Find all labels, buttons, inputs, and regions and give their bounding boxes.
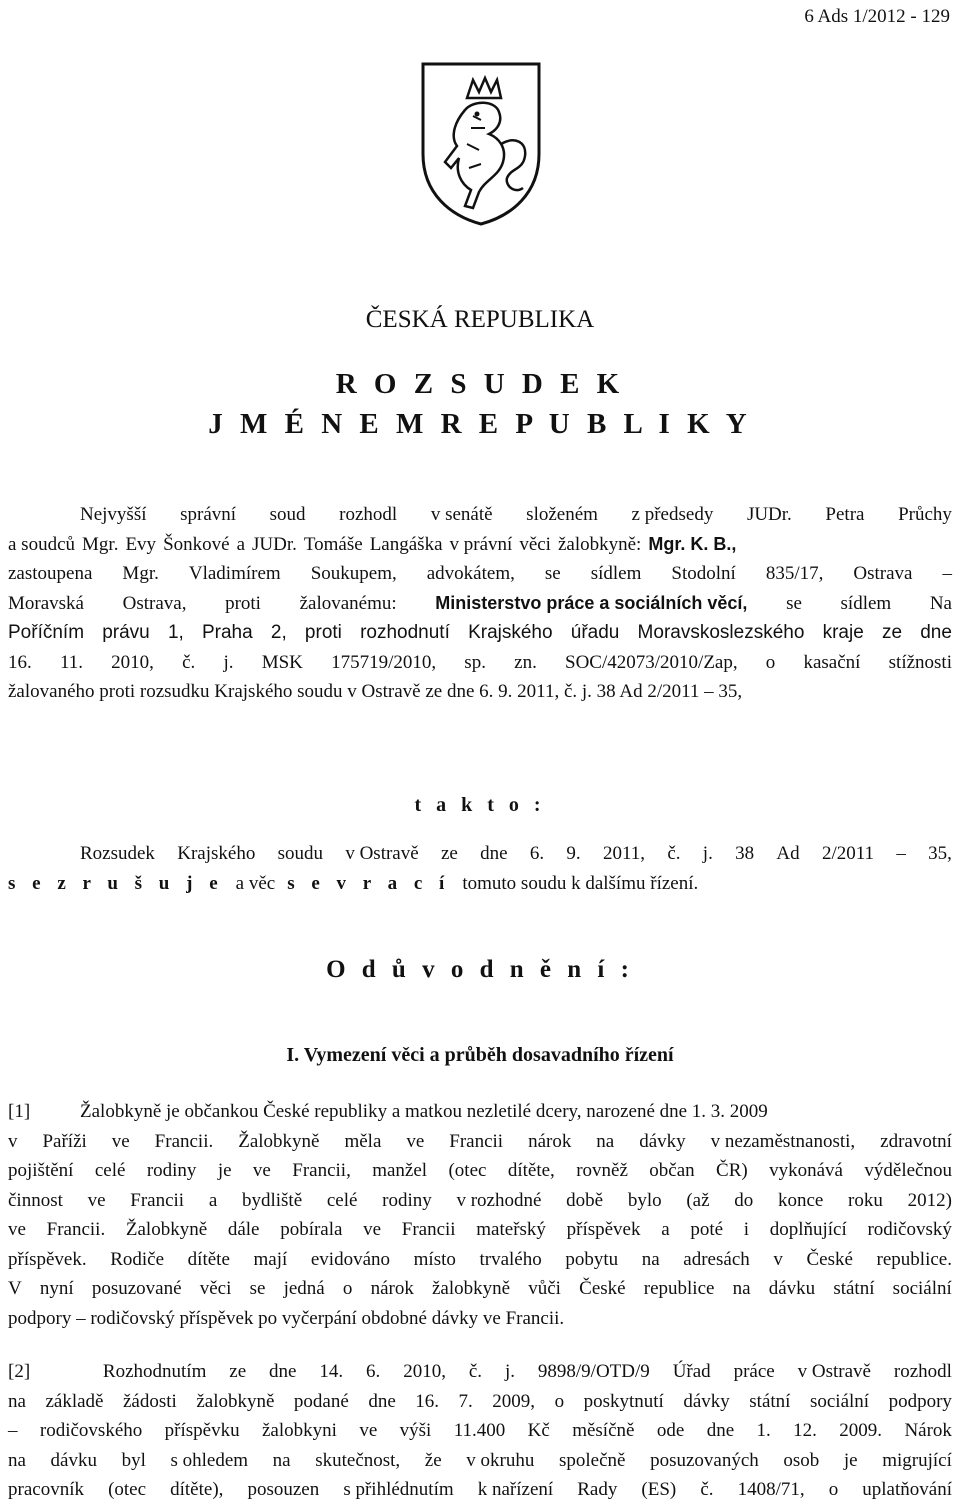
- word: č.: [667, 843, 681, 864]
- word: Úřad: [672, 1361, 711, 1382]
- word: Francii: [130, 1189, 185, 1211]
- word: celé: [326, 1189, 358, 1211]
- word: konce: [777, 1189, 824, 1211]
- word: žalobkyně:: [557, 533, 642, 555]
- word: ve: [359, 1420, 378, 1441]
- word: dávky: [639, 1130, 686, 1152]
- word: do: [734, 1189, 754, 1211]
- word: trvalého: [479, 1248, 542, 1270]
- paragraph-line: [8, 1190, 952, 1220]
- word: Na: [929, 592, 952, 614]
- word: dne: [480, 843, 508, 864]
- word: Soukupem,: [310, 563, 397, 584]
- word: sp.: [464, 651, 486, 673]
- word: 12.: [793, 1420, 817, 1441]
- word: z předsedy: [631, 504, 714, 525]
- word: věci: [199, 1278, 232, 1299]
- word: 6.: [366, 1361, 381, 1382]
- word: ve: [111, 1130, 130, 1152]
- word: k nařízení: [477, 1479, 554, 1500]
- word: rodiny: [382, 1189, 432, 1211]
- word: žalobkyně: [196, 1390, 275, 1412]
- word: –: [896, 843, 906, 864]
- paragraph-number: [1]: [8, 1101, 31, 1122]
- word: základě: [45, 1390, 104, 1412]
- word: j.: [223, 651, 234, 673]
- word: rovněž: [576, 1160, 628, 1181]
- paragraph-line: [8, 1479, 952, 1509]
- word: a soudců: [8, 533, 76, 555]
- intro-paragraph: [8, 504, 952, 711]
- word: dítěte),: [170, 1479, 224, 1500]
- word: Tomáše: [303, 533, 363, 555]
- paragraph-line: [8, 1420, 952, 1450]
- word: žalovaného proti rozsudku Krajského soudu v Ostravě ze dne 6. 9. 2011, č. j. 38 Ad 2/2011 – 35,: [8, 681, 743, 702]
- word: Francii: [401, 1219, 456, 1240]
- word: v nezaměstnanosti,: [710, 1130, 856, 1152]
- word: právu: [102, 622, 150, 643]
- word: rozhodl: [893, 1361, 952, 1382]
- word: adresách: [683, 1248, 750, 1270]
- word: dne: [920, 622, 952, 643]
- word: v: [8, 1130, 18, 1152]
- word: na: [272, 1449, 291, 1471]
- word: České: [806, 1248, 853, 1270]
- ruling-line: [8, 843, 952, 873]
- word: rozhodnutí: [360, 622, 450, 643]
- word: státní: [833, 1278, 875, 1299]
- word: dne: [269, 1361, 297, 1382]
- word: soudu: [277, 843, 324, 864]
- word: žalobkyně: [432, 1278, 511, 1299]
- paragraph-line: [8, 1219, 952, 1249]
- word: v senátě: [430, 504, 493, 525]
- word: ve: [363, 1219, 382, 1240]
- word: 2011,: [602, 843, 646, 864]
- word: Ostrava,: [122, 592, 187, 614]
- word: 2012): [907, 1189, 952, 1211]
- ruling-line: [8, 873, 952, 903]
- word: Praha: [201, 622, 253, 643]
- ruling-paragraph: [8, 843, 952, 902]
- document-reference: 6 Ads 1/2012 - 129: [804, 6, 950, 27]
- word: správní: [180, 504, 237, 525]
- intro-line: [8, 593, 952, 623]
- word: Ad: [776, 843, 800, 864]
- word: 2/2011: [821, 843, 875, 864]
- word: V: [8, 1278, 22, 1299]
- word: se: [249, 1278, 266, 1299]
- word: roku: [848, 1189, 883, 1211]
- word: 1408/71,: [737, 1479, 805, 1500]
- reasons-heading: O d ů v o d n ě n í :: [326, 956, 634, 983]
- word: Krajského: [468, 622, 553, 643]
- word: č.: [182, 651, 196, 673]
- paragraph-line: [8, 1361, 952, 1391]
- word: MSK: [261, 651, 303, 673]
- word: Paříži: [42, 1130, 87, 1152]
- word: měsíčně: [572, 1420, 635, 1441]
- word: nárok: [370, 1278, 414, 1299]
- word: JUDr.: [252, 533, 297, 555]
- word: se: [786, 592, 802, 614]
- intro-line: [8, 504, 952, 534]
- word: České: [579, 1278, 626, 1299]
- word: 9898/9/OTD/9: [537, 1361, 650, 1382]
- word: rozhodl: [339, 504, 398, 525]
- word: v Ostravě: [797, 1361, 871, 1382]
- word: 11.: [59, 651, 83, 673]
- word: pobytu: [565, 1248, 619, 1270]
- word: republice: [643, 1278, 715, 1299]
- word: (ES): [641, 1479, 677, 1500]
- word: s ohledem: [170, 1449, 249, 1471]
- word: 2010,: [403, 1361, 446, 1382]
- word: sídlem: [840, 592, 892, 614]
- czech-coat-of-arms-lion-icon: [415, 58, 547, 228]
- word: 835/17,: [765, 563, 824, 584]
- word: občan: [649, 1160, 695, 1181]
- word: na: [596, 1130, 615, 1152]
- word: že: [424, 1449, 442, 1471]
- word: Francii: [449, 1130, 504, 1152]
- word: kasační: [803, 651, 861, 673]
- word: složeném: [526, 504, 598, 525]
- word: Petra: [825, 504, 865, 525]
- intro-line: [8, 622, 952, 652]
- word: posouzen: [247, 1479, 320, 1500]
- word: Stodolní: [671, 563, 736, 584]
- word: bylo: [627, 1189, 662, 1211]
- word: 16.: [8, 651, 32, 673]
- word: (otec: [448, 1160, 487, 1181]
- word: Moravská: [8, 592, 84, 614]
- word: měla: [344, 1130, 382, 1152]
- word: advokátem,: [426, 563, 515, 584]
- paragraph-2: [8, 1361, 952, 1509]
- word: rodičovský: [867, 1219, 952, 1240]
- word: doplňující: [769, 1219, 847, 1240]
- word: Šonkové: [163, 533, 230, 555]
- word: ve: [252, 1160, 271, 1181]
- word: Evy: [125, 533, 157, 555]
- word: nyní: [39, 1278, 74, 1299]
- intro-line: [8, 563, 952, 593]
- word: a: [661, 1219, 670, 1240]
- paragraph-line: [8, 1278, 952, 1308]
- word: ze: [229, 1361, 247, 1382]
- word: posuzovaných: [650, 1449, 759, 1471]
- word: sídlem: [590, 563, 642, 584]
- word: Rodiče: [110, 1248, 165, 1270]
- word: místo: [413, 1248, 456, 1270]
- word: Vladimírem: [188, 563, 281, 584]
- word: nárok: [528, 1130, 572, 1152]
- word: 2009,: [492, 1390, 536, 1412]
- word: a věc: [235, 872, 276, 894]
- word: (otec: [108, 1479, 147, 1500]
- word: době: [566, 1189, 604, 1211]
- word: zastoupena: [8, 563, 93, 584]
- word: mají: [253, 1248, 288, 1270]
- word: osob: [783, 1449, 820, 1471]
- paragraph-line: [8, 1101, 952, 1131]
- word: ze: [440, 843, 458, 864]
- word: zn.: [514, 651, 537, 673]
- defendant-name: Ministerstvo práce a sociálních věcí,: [435, 592, 748, 613]
- word: Kč: [527, 1420, 550, 1441]
- word: 7.: [458, 1390, 473, 1412]
- word: ve: [8, 1219, 26, 1240]
- word: dne: [706, 1420, 735, 1441]
- word: ve: [87, 1189, 106, 1211]
- word: v rozhodné: [456, 1189, 542, 1211]
- word: Francii.: [46, 1219, 106, 1240]
- paragraph-line: [8, 1160, 952, 1190]
- word: výši: [399, 1420, 432, 1441]
- word: migrující: [882, 1449, 952, 1471]
- word: proti: [304, 622, 342, 643]
- paragraph-line: [8, 1249, 952, 1279]
- word: Žalobkyně je občankou České republiky a matkou nezletilé dcery, narozené dne 1. 3. 2009: [80, 1101, 768, 1122]
- word: podané: [293, 1390, 349, 1412]
- word: o: [828, 1479, 839, 1500]
- word: o: [765, 651, 776, 673]
- word: dávku: [768, 1278, 816, 1299]
- intro-line: [8, 652, 952, 682]
- ruling-annuls: s e z r u š u j e: [8, 872, 224, 894]
- paragraph-line: [8, 1308, 952, 1338]
- word: zdravotní: [880, 1130, 952, 1152]
- word: pracovník: [8, 1479, 84, 1500]
- word: 11.400: [453, 1420, 506, 1441]
- word: rodiny: [146, 1160, 197, 1181]
- word: Nejvyšší: [80, 504, 147, 525]
- word: –: [8, 1420, 18, 1441]
- word: 2010,: [111, 651, 154, 673]
- word: Langáška: [369, 533, 443, 555]
- word: je: [843, 1449, 858, 1471]
- word: sociální: [809, 1390, 870, 1412]
- word: 38: [735, 843, 755, 864]
- paragraph-1: [8, 1101, 952, 1337]
- word: o: [342, 1278, 353, 1299]
- word: příspěvek: [566, 1219, 641, 1240]
- word: ze: [881, 622, 903, 643]
- word: a: [236, 533, 245, 555]
- word: vykonává: [769, 1160, 843, 1181]
- word: Ostrava: [853, 563, 913, 584]
- paragraph-number: [2]: [8, 1361, 31, 1382]
- word: ČR): [716, 1160, 748, 1181]
- word: společně: [558, 1449, 626, 1471]
- word: vůči: [528, 1278, 561, 1299]
- word: tomuto soudu k dalšímu řízení.: [462, 872, 699, 894]
- word: 16.: [415, 1390, 440, 1412]
- word: pobírala: [280, 1219, 343, 1240]
- word: úřadu: [570, 622, 620, 643]
- word: Rozsudek: [80, 843, 155, 864]
- word: příspěvku: [164, 1420, 240, 1441]
- word: byl: [121, 1449, 146, 1471]
- word: s přihlédnutím: [343, 1479, 454, 1500]
- paragraph-line: [8, 1131, 952, 1161]
- word: a: [208, 1189, 218, 1211]
- word: na: [8, 1449, 26, 1471]
- word: Francii.: [154, 1130, 214, 1152]
- word: žádosti: [122, 1390, 177, 1412]
- word: poté: [690, 1219, 724, 1240]
- word: Žalobkyně: [238, 1130, 320, 1152]
- word: uplatňování: [862, 1479, 952, 1500]
- word: práce: [733, 1361, 775, 1382]
- verdict-title: R O Z S U D E K: [335, 368, 625, 400]
- word: Francii,: [292, 1160, 351, 1181]
- word: na: [641, 1248, 660, 1270]
- word: j.: [702, 843, 713, 864]
- word: JUDr.: [746, 504, 792, 525]
- word: dávky: [683, 1390, 730, 1412]
- word: se: [544, 563, 561, 584]
- word: Mgr.: [82, 533, 119, 555]
- word: (až: [686, 1189, 710, 1211]
- country-name: ČESKÁ REPUBLIKA: [365, 306, 595, 333]
- word: Mgr.: [122, 563, 159, 584]
- word: evidováno: [310, 1248, 391, 1270]
- word: celé: [94, 1160, 126, 1181]
- word: bydliště: [241, 1189, 303, 1211]
- word: ve: [406, 1130, 425, 1152]
- word: podpory: [888, 1390, 952, 1412]
- word: č.: [468, 1361, 483, 1382]
- word: j.: [504, 1361, 515, 1382]
- intro-line: [8, 534, 952, 564]
- word: proti: [225, 592, 261, 614]
- word: SOC/42073/2010/Zap,: [565, 651, 738, 673]
- word: 14.: [319, 1361, 344, 1382]
- word: Moravskoslezského: [637, 622, 805, 643]
- word: 35,: [928, 843, 952, 864]
- word: Průchy: [898, 504, 952, 525]
- word: dne: [368, 1390, 396, 1412]
- word: dávku: [50, 1449, 97, 1471]
- word: na: [8, 1390, 26, 1412]
- word: manžel: [372, 1160, 428, 1181]
- word: v: [773, 1248, 783, 1270]
- word: 2009.: [839, 1420, 883, 1441]
- word: č.: [700, 1479, 714, 1500]
- word: v Ostravě: [345, 843, 419, 864]
- word: i: [743, 1219, 749, 1240]
- word: kraje: [822, 622, 864, 643]
- word: v okruhu: [466, 1449, 535, 1471]
- word: poskytnutí: [583, 1390, 664, 1412]
- word: dítěte,: [507, 1160, 555, 1181]
- word: jedná: [283, 1278, 325, 1299]
- word: posuzované: [91, 1278, 182, 1299]
- word: 9.: [566, 843, 581, 864]
- word: 1.: [756, 1420, 771, 1441]
- word: 6.: [529, 843, 545, 864]
- word: skutečnost,: [315, 1449, 401, 1471]
- verdict-subtitle: J M É N E M R E P U B L I K Y: [208, 408, 752, 440]
- word: soud: [269, 504, 306, 525]
- word: Rozhodnutím: [102, 1361, 207, 1382]
- word: žalovanému:: [299, 592, 397, 614]
- word: v právní: [449, 533, 513, 555]
- word: Poříčním: [8, 622, 85, 643]
- word: příspěvek.: [8, 1248, 87, 1270]
- word: Nárok: [904, 1420, 952, 1441]
- word: 2,: [270, 622, 287, 643]
- word: o: [554, 1390, 565, 1412]
- word: rodičovského: [39, 1420, 143, 1441]
- paragraph-line: [8, 1391, 952, 1421]
- paragraph-line: [8, 1450, 952, 1480]
- word: sociální: [892, 1278, 952, 1299]
- plaintiff-name: Mgr. K. B.,: [648, 533, 737, 554]
- word: činnost: [8, 1189, 63, 1211]
- word: stížnosti: [888, 651, 952, 673]
- word: žalobkyni: [261, 1420, 337, 1441]
- section-heading: I. Vymezení věci a průběh dosavadního řízení: [286, 1044, 674, 1066]
- word: Krajského: [177, 843, 256, 864]
- word: republice.: [876, 1248, 952, 1270]
- word: výdělečnou: [864, 1160, 952, 1181]
- intro-line: [8, 681, 952, 711]
- word: dítěte: [187, 1248, 230, 1270]
- word: státní: [749, 1390, 791, 1412]
- word: Žalobkyně: [125, 1219, 208, 1240]
- word: na: [732, 1278, 751, 1299]
- word: 175719/2010,: [331, 651, 437, 673]
- word: mateřský: [476, 1219, 546, 1240]
- word: dále: [227, 1219, 260, 1240]
- word: podpory – rodičovský příspěvek po vyčerpání obdobné dávky ve Francii.: [8, 1307, 565, 1329]
- word: 1,: [167, 622, 184, 643]
- word: věci: [519, 533, 551, 555]
- ruling-heading: t a k t o :: [414, 794, 546, 816]
- word: je: [217, 1160, 232, 1181]
- ruling-returns: s e v r a c í: [287, 872, 451, 894]
- word: pojištění: [8, 1160, 74, 1181]
- word: Rady: [577, 1479, 618, 1500]
- word: ode: [656, 1420, 685, 1441]
- word: –: [942, 563, 952, 584]
